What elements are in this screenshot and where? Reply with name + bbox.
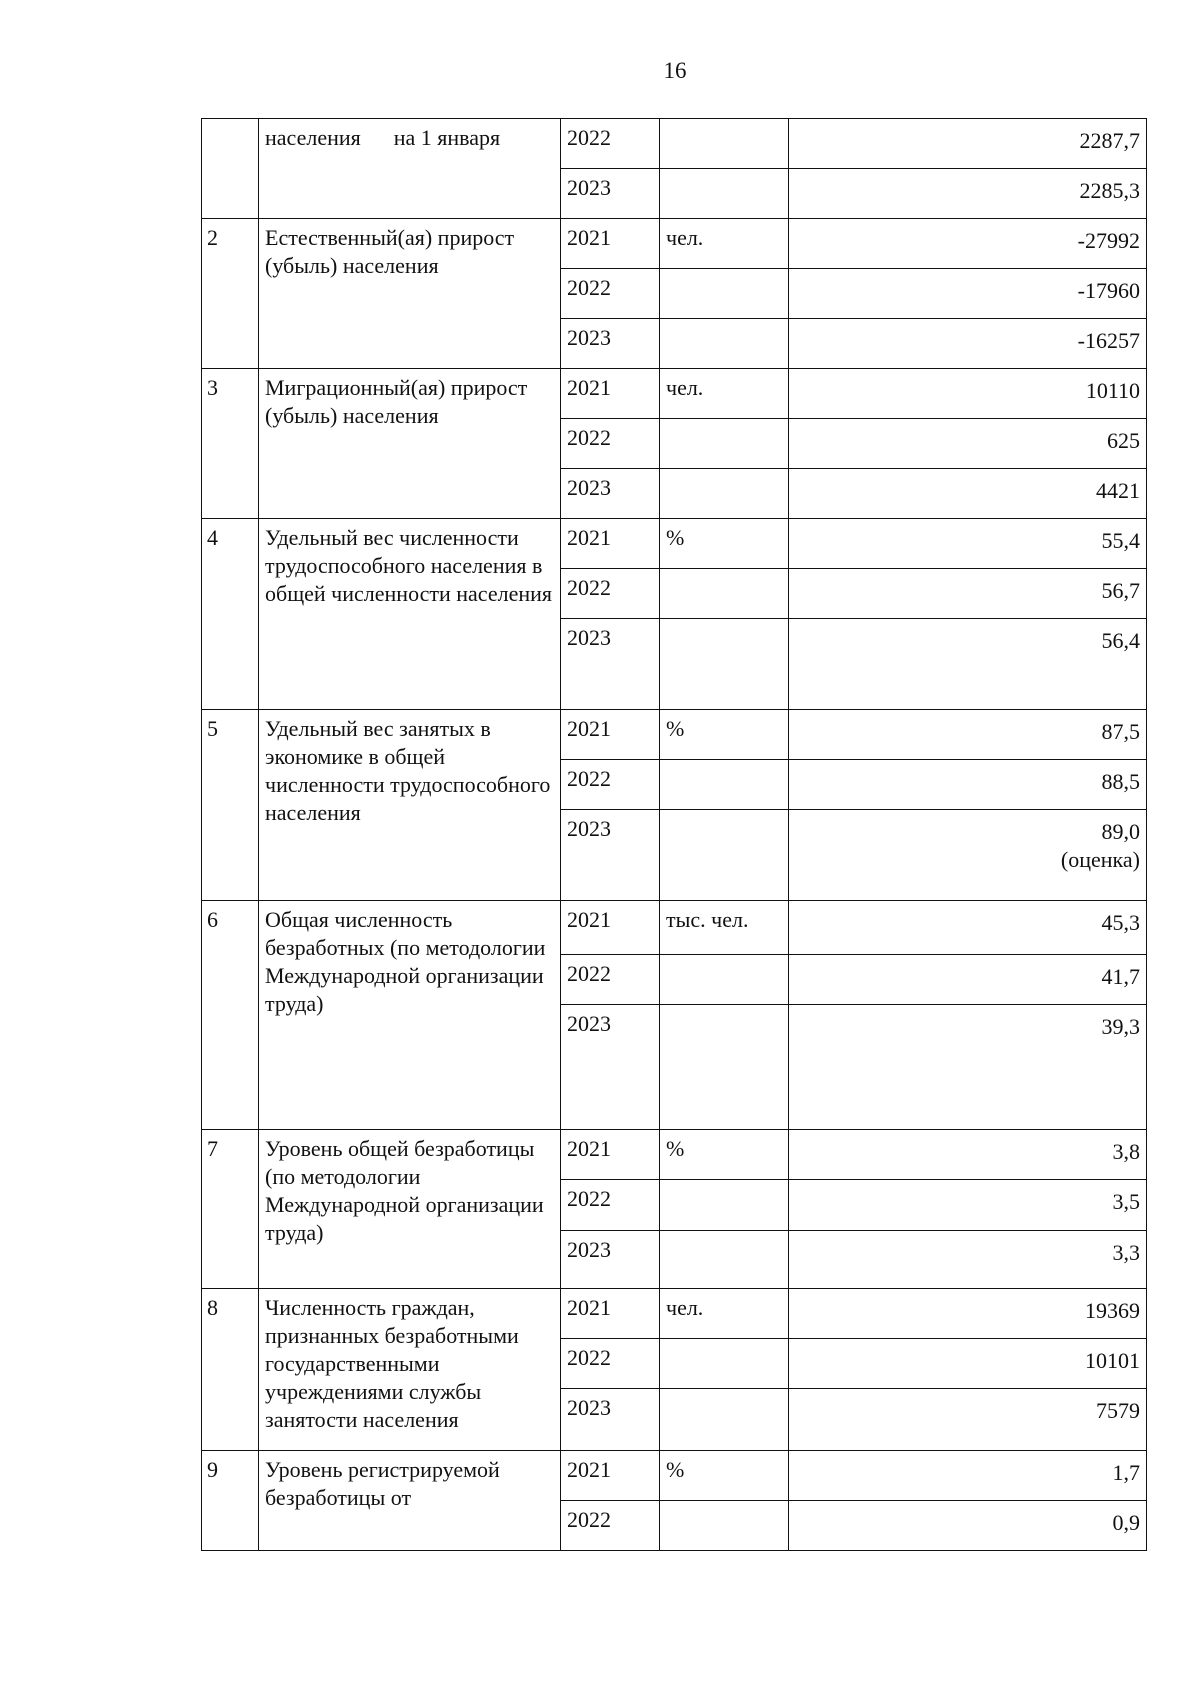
- indicators-table-body: [202, 119, 1147, 1551]
- year-cell: 2021: [561, 901, 660, 955]
- indicator-name-cell: Общая численность безработных (по методологии Международной организации труда): [259, 901, 561, 1130]
- year-cell: 2021: [561, 369, 660, 419]
- row-number-cell: 6: [202, 901, 259, 1130]
- year-cell: 2023: [561, 1005, 660, 1130]
- row-number-cell: 2: [202, 219, 259, 369]
- year-cell: 2023: [561, 169, 660, 219]
- unit-cell: [660, 810, 789, 901]
- indicator-name-cell: Удельный вес занятых в экономике в общей численности трудоспособного населения: [259, 710, 561, 901]
- table-row: [202, 1289, 1147, 1339]
- value-cell: -27992: [789, 219, 1147, 269]
- year-cell: 2022: [561, 1501, 660, 1551]
- table-row: [202, 369, 1147, 419]
- value-cell: 19369: [789, 1289, 1147, 1339]
- indicator-name-cell: Уровень регистрируемой безработицы от: [259, 1451, 561, 1551]
- year-cell: 2023: [561, 810, 660, 901]
- year-cell: 2023: [561, 1231, 660, 1289]
- table-row: [202, 519, 1147, 569]
- value-cell: -16257: [789, 319, 1147, 369]
- year-cell: 2021: [561, 1130, 660, 1180]
- table-row: [202, 219, 1147, 269]
- year-cell: 2021: [561, 1451, 660, 1501]
- unit-cell: [660, 119, 789, 169]
- year-cell: 2023: [561, 619, 660, 710]
- year-cell: 2021: [561, 710, 660, 760]
- unit-cell: %: [660, 519, 789, 569]
- unit-cell: [660, 1180, 789, 1231]
- year-cell: 2023: [561, 469, 660, 519]
- year-cell: 2022: [561, 119, 660, 169]
- unit-cell: %: [660, 1130, 789, 1180]
- unit-cell: [660, 760, 789, 810]
- unit-cell: [660, 419, 789, 469]
- value-cell: 89,0 (оценка): [789, 810, 1147, 901]
- value-cell: 39,3: [789, 1005, 1147, 1130]
- indicator-name-cell: Удельный вес численности трудоспособного населения в общей численности населения: [259, 519, 561, 710]
- unit-cell: %: [660, 1451, 789, 1501]
- value-cell: 3,3: [789, 1231, 1147, 1289]
- value-cell: 88,5: [789, 760, 1147, 810]
- indicator-name-cell: Естественный(ая) прирост (убыль) населения: [259, 219, 561, 369]
- value-cell: 10101: [789, 1339, 1147, 1389]
- value-cell: -17960: [789, 269, 1147, 319]
- row-number-cell: 9: [202, 1451, 259, 1551]
- value-cell: 56,4: [789, 619, 1147, 710]
- unit-cell: [660, 955, 789, 1005]
- value-cell: 3,5: [789, 1180, 1147, 1231]
- year-cell: 2022: [561, 269, 660, 319]
- unit-cell: [660, 169, 789, 219]
- value-cell: 41,7: [789, 955, 1147, 1005]
- year-cell: 2023: [561, 1389, 660, 1451]
- unit-cell: чел.: [660, 1289, 789, 1339]
- row-number-cell: 4: [202, 519, 259, 710]
- unit-cell: [660, 1389, 789, 1451]
- year-cell: 2022: [561, 419, 660, 469]
- value-cell: 0,9: [789, 1501, 1147, 1551]
- year-cell: 2022: [561, 955, 660, 1005]
- value-cell: 625: [789, 419, 1147, 469]
- value-cell: 3,8: [789, 1130, 1147, 1180]
- unit-cell: [660, 469, 789, 519]
- unit-cell: [660, 1231, 789, 1289]
- indicators-table: [201, 118, 1147, 1551]
- year-cell: 2022: [561, 1339, 660, 1389]
- unit-cell: [660, 319, 789, 369]
- table-row: [202, 119, 1147, 169]
- unit-cell: [660, 1005, 789, 1130]
- year-cell: 2021: [561, 519, 660, 569]
- row-number-cell: 8: [202, 1289, 259, 1451]
- unit-cell: чел.: [660, 219, 789, 269]
- value-cell: 1,7: [789, 1451, 1147, 1501]
- table-row: [202, 1451, 1147, 1501]
- unit-cell: [660, 569, 789, 619]
- value-cell: 2287,7: [789, 119, 1147, 169]
- row-number-cell: 3: [202, 369, 259, 519]
- year-cell: 2022: [561, 569, 660, 619]
- table-row: [202, 1130, 1147, 1180]
- unit-cell: [660, 1339, 789, 1389]
- row-number-cell: [202, 119, 259, 219]
- value-cell: 87,5: [789, 710, 1147, 760]
- unit-cell: тыс. чел.: [660, 901, 789, 955]
- value-cell: 7579: [789, 1389, 1147, 1451]
- row-number-cell: 7: [202, 1130, 259, 1289]
- year-cell: 2022: [561, 760, 660, 810]
- table-row: [202, 901, 1147, 955]
- value-cell: 56,7: [789, 569, 1147, 619]
- value-cell: 55,4: [789, 519, 1147, 569]
- indicator-name-cell: населения на 1 января: [259, 119, 561, 219]
- unit-cell: [660, 269, 789, 319]
- unit-cell: [660, 1501, 789, 1551]
- year-cell: 2021: [561, 1289, 660, 1339]
- value-cell: 2285,3: [789, 169, 1147, 219]
- indicator-name-cell: Численность граждан, признанных безработными государственными учреждениями службы занятости населения: [259, 1289, 561, 1451]
- indicator-name-cell: Уровень общей безработицы (по методологии Международной организации труда): [259, 1130, 561, 1289]
- unit-cell: [660, 619, 789, 710]
- year-cell: 2021: [561, 219, 660, 269]
- unit-cell: чел.: [660, 369, 789, 419]
- value-cell: 45,3: [789, 901, 1147, 955]
- value-cell: 4421: [789, 469, 1147, 519]
- value-cell: 10110: [789, 369, 1147, 419]
- row-number-cell: 5: [202, 710, 259, 901]
- unit-cell: %: [660, 710, 789, 760]
- page-number: 16: [663, 58, 687, 83]
- table-row: [202, 710, 1147, 760]
- year-cell: 2023: [561, 319, 660, 369]
- year-cell: 2022: [561, 1180, 660, 1231]
- indicator-name-cell: Миграционный(ая) прирост (убыль) населения: [259, 369, 561, 519]
